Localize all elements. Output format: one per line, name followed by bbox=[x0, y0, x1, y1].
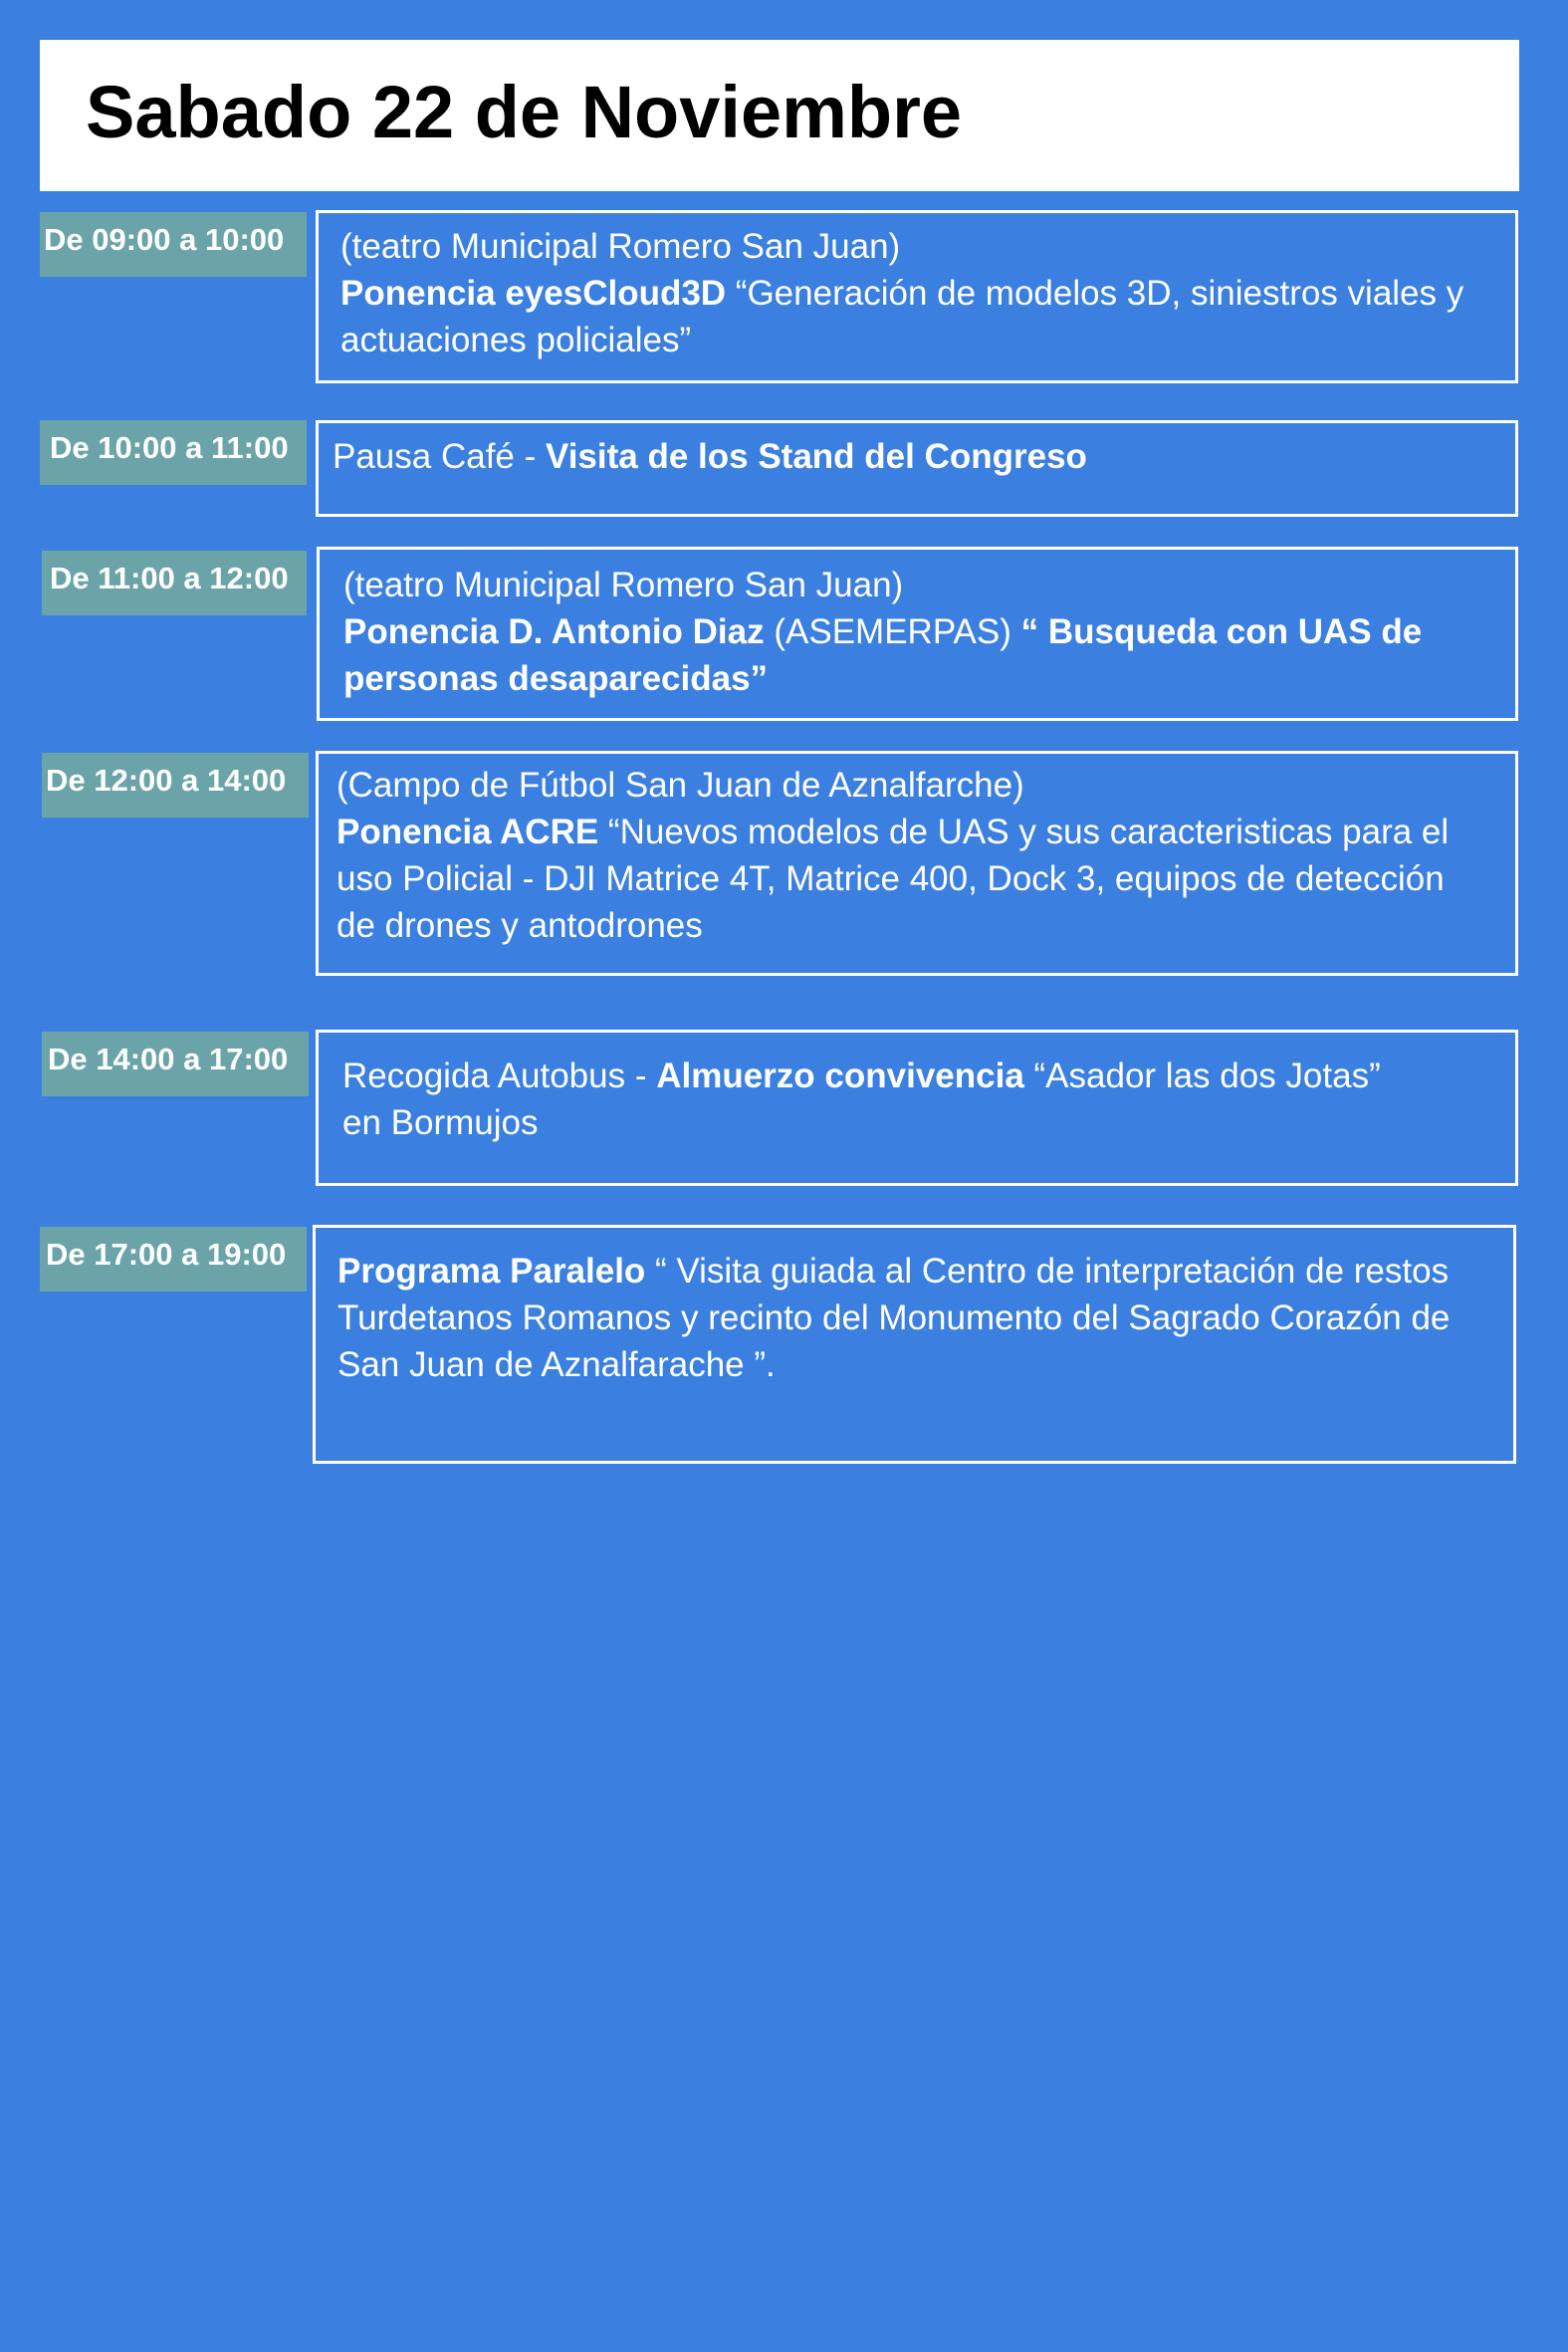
event-topic: personas desaparecidas” bbox=[343, 659, 769, 698]
event-description: “Asador las dos Jotas” bbox=[1023, 1057, 1381, 1095]
event-description: actuaciones policiales” bbox=[340, 321, 692, 359]
title-banner bbox=[40, 40, 1519, 191]
event-box-4 bbox=[316, 751, 1518, 976]
page-title: Sabado 22 de Noviembre bbox=[86, 71, 963, 153]
event-description: San Juan de Aznalfarache ”. bbox=[337, 1345, 776, 1384]
event-speaker: Ponencia ACRE bbox=[336, 813, 599, 851]
event-title: Almuerzo convivencia bbox=[656, 1057, 1024, 1095]
event-topic: “ Busqueda con UAS de bbox=[1020, 612, 1423, 651]
event-organization: (ASEMERPAS) bbox=[764, 612, 1021, 651]
event-description: “ Visita guiada al Centro de interpretación de restos bbox=[645, 1252, 1450, 1291]
time-tag-6: De 17:00 a 19:00 bbox=[40, 1227, 307, 1292]
event-prefix: Pausa Café - bbox=[333, 437, 546, 476]
time-tag-4: De 12:00 a 14:00 bbox=[42, 753, 309, 818]
event-title: Programa Paralelo bbox=[337, 1252, 646, 1291]
time-tag-1: De 09:00 a 10:00 bbox=[40, 212, 307, 277]
event-box-6 bbox=[313, 1225, 1516, 1464]
time-tag-2: De 10:00 a 11:00 bbox=[40, 420, 307, 485]
event-description: uso Policial - DJI Matrice 4T, Matrice 400, Dock 3, equipos de detección bbox=[336, 859, 1445, 898]
event-description: “Nuevos modelos de UAS y sus caracteristicas para el bbox=[598, 813, 1450, 851]
event-box-2 bbox=[316, 420, 1518, 517]
event-box-1 bbox=[316, 210, 1518, 383]
event-box-3 bbox=[317, 547, 1518, 721]
event-location: (teatro Municipal Romero San Juan) bbox=[343, 566, 904, 604]
event-description: “Generación de modelos 3D, siniestros viales y bbox=[726, 274, 1464, 313]
event-speaker: Ponencia D. Antonio Diaz bbox=[343, 612, 765, 651]
event-prefix: Recogida Autobus - bbox=[342, 1057, 657, 1095]
event-location: (teatro Municipal Romero San Juan) bbox=[340, 227, 901, 266]
event-description: de drones y antodrones bbox=[336, 906, 703, 945]
event-description: en Bormujos bbox=[342, 1103, 539, 1142]
event-description: Turdetanos Romanos y recinto del Monumento del Sagrado Corazón de bbox=[337, 1298, 1451, 1337]
time-tag-3: De 11:00 a 12:00 bbox=[42, 551, 307, 615]
event-box-5 bbox=[316, 1030, 1518, 1186]
time-tag-5: De 14:00 a 17:00 bbox=[42, 1032, 309, 1096]
event-speaker: Ponencia eyesCloud3D bbox=[340, 274, 727, 313]
event-title: Visita de los Stand del Congreso bbox=[546, 437, 1087, 476]
event-location: (Campo de Fútbol San Juan de Aznalfarche) bbox=[336, 766, 1024, 805]
